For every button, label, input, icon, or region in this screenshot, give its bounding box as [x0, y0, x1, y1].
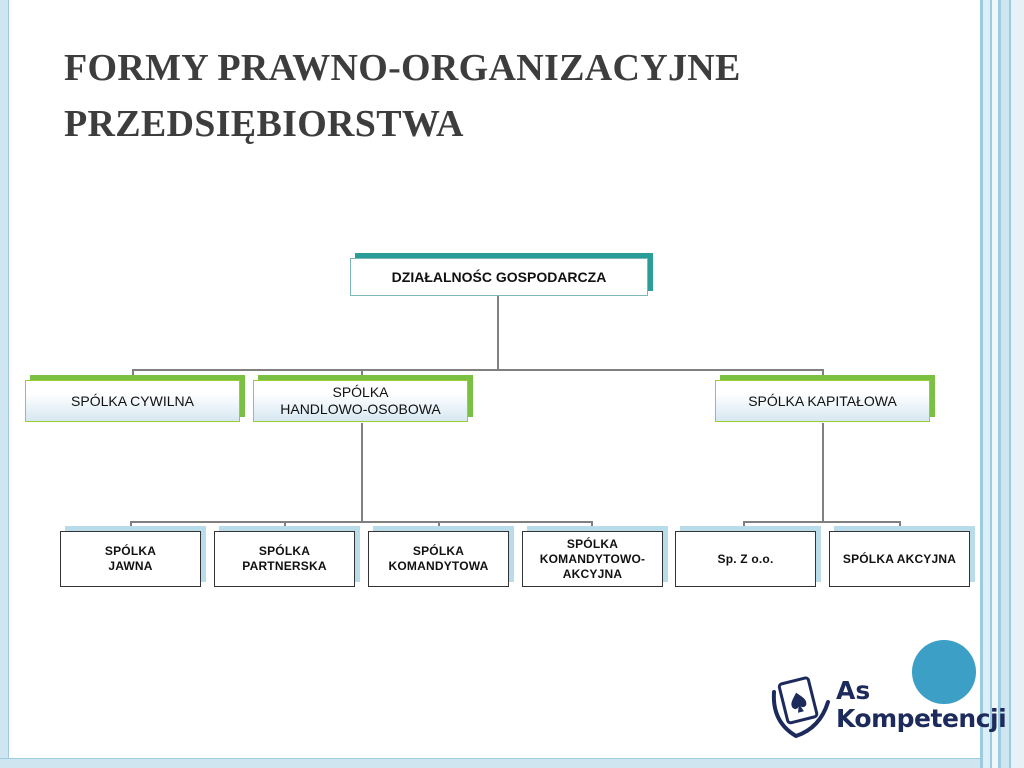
node-partnerska	[214, 531, 355, 587]
slide-title-line2: PRZEDSIĘBIORSTWA	[64, 103, 464, 145]
connector-spzoo-drop	[743, 521, 745, 531]
node-spzoo	[675, 531, 816, 587]
slide-frame-bottom	[0, 758, 980, 768]
node-partnership-label: SPÓLKA HANDLOWO-OSOBOWA	[280, 384, 441, 417]
node-civil	[25, 380, 240, 422]
connector-jawna-drop	[130, 521, 132, 531]
decorative-circle	[912, 640, 976, 704]
connector-komandytowa-drop	[438, 521, 440, 531]
connector-partnership-bar	[130, 521, 593, 523]
connector-level1-bar	[132, 369, 824, 371]
node-partnerska-label: SPÓLKA PARTNERSKA	[242, 544, 327, 573]
connector-capital-bar	[743, 521, 901, 523]
node-akcyjna-label: SPÓLKA AKCYJNA	[842, 551, 957, 566]
slide-frame-right	[978, 0, 1024, 768]
slide-frame-left	[0, 0, 9, 768]
connector-partnership-down	[361, 423, 363, 522]
node-komandytowa-label: SPÓLKA KOMANDYTOWA	[388, 544, 489, 573]
node-root-label: DZIAŁALNOŚC GOSPODARCZA	[391, 269, 607, 285]
node-jawna	[60, 531, 201, 587]
node-spzoo-label: Sp. Z o.o.	[717, 551, 774, 566]
logo-text-as: As	[836, 676, 871, 705]
node-komandytowa	[368, 531, 509, 587]
connector-partnerska-drop	[284, 521, 286, 531]
node-root	[350, 258, 648, 296]
connector-capital-down	[822, 423, 824, 522]
connector-root-down	[497, 296, 499, 370]
slide-title	[64, 40, 741, 152]
node-akcyjna	[829, 531, 970, 587]
node-capital	[715, 380, 930, 422]
node-partnership	[253, 380, 468, 422]
node-capital-label: SPÓLKA KAPITAŁOWA	[748, 392, 897, 409]
node-civil-label: SPÓLKA CYWILNA	[71, 392, 194, 409]
connector-akcyjna-drop	[899, 521, 901, 531]
slide-title-line1: FORMY PRAWNO-ORGANIZACYJNE	[64, 47, 741, 89]
connector-komandytowo-akcyjna-drop	[591, 521, 593, 531]
node-komandytowo-akcyjna	[522, 531, 663, 587]
spade-card-icon	[768, 672, 832, 742]
node-jawna-label: SPÓLKA JAWNA	[104, 544, 157, 573]
logo-text-kompetencji: Kompetencji	[836, 704, 1007, 733]
node-komandytowo-akcyjna-label: SPÓLKA KOMANDYTOWO- AKCYJNA	[539, 536, 646, 581]
